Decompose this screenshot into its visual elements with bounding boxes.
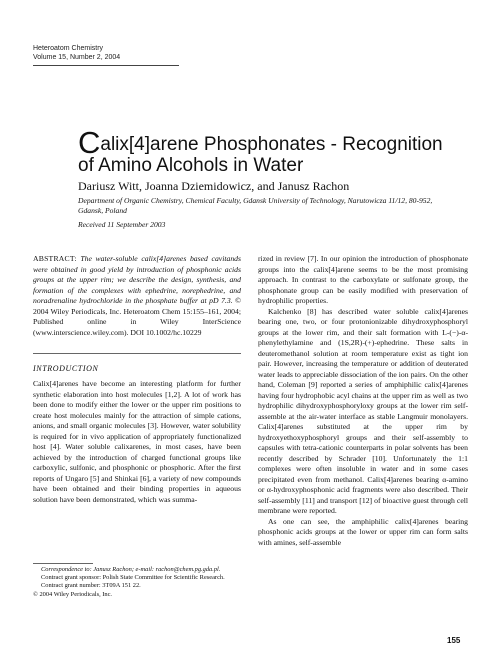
footnote-rule: [33, 563, 93, 564]
abstract-rule: [33, 353, 241, 354]
abstract-copyright: © 2004 Wiley Periodicals, Inc. Heteroatom Chem 15:155–161, 2004; Published online in Wiley InterScience (www.interscience.wiley.com). DOI 10.1002/hc.10229: [33, 296, 242, 337]
abstract: [33, 254, 241, 338]
section-heading-introduction: INTRODUCTION: [33, 364, 99, 373]
paragraph: As one can see, the amphiphilic calix[4]arenes bearing phosphonic acids groups at the lower or upper rim can form salts with amines, self-assemble: [258, 516, 468, 547]
abstract-text: The water-soluble calix[4]arenes based cavitands were obtained in good yield by introduction of phosphonic acids groups at the upper rim; we describe the design, synthesis, and formation of the complexes with ephedrine, norephedrine, and noradrenaline hydrochloride in the phosphate buffer at pD 7.3.: [33, 254, 242, 305]
title-line-1: alix[4]arene Phosphonates - Recognition: [100, 134, 443, 155]
title-line-2: of Amino Alcohols in Water: [78, 155, 304, 176]
article-title: [78, 125, 478, 176]
introduction-text: Calix[4]arenes have become an interesting platform for further synthetic elaboration into host molecules [1,2]. A lot of work has been done to modify either the lower or the upper rim positions to create host molecules mainly for the attraction of simple cations, anions, and small organic molecules [3]. However, water solubility is required for in vivo application of appropriately functionalized host [4]. Water soluble calixarenes, in most cases, have been achieved by the introduction of charged functional groups like carboxylic, sulfonic, and phosphonic or phosphoric. After the first reports of Ungaro [5] and Shinkai [6], a variety of new compounds have been obtained and their binding properties in aqueous solution have been demonstrated, which was summa-: [33, 379, 241, 504]
journal-header: [33, 44, 120, 62]
paragraph: Kalchenko [8] has described water soluble calix[4]arenes bearing one, two, or four protonionizable dihydroxyphosphoryl groups at the lower rim, and their salt formation with L-(−)-α-phenylethylamine and (1S,2R)-(+)-ephedrine. These salts in deuteromethanol solution at room temperature exist as tight ion pair. However, increasing the temperature or addition of deuterated water leads to appreciable dissociation of the ion pairs. On the other hand, Coleman [9] reported a series of amphiphilic calix[4]arenes having four hydrophobic acyl chains at the upper rim as well as two hydrophilic dihydroxyphosphoryloxy groups at the lower rim self-assemble at the air-water interface as stable Langmuir monolayers. Calix[4]arenes substituted at the upper rim by hydroxyethoxyphosphoryl groups and their self-assembly to capsules with tetra-cationic counterparts in polar solvents has been recently described by Schrader [10]. Unfortunately the 1:1 complexes were often insoluble in water and in some cases precipitated even from methanol. Calix[4]arenes bearing α-amino or α-hydroxyphosphonic acid fragments were also described. Their self-assembly [11] and transport [12] of bioactive guest through cell membrane were reported.: [258, 306, 468, 515]
affiliation: Department of Organic Chemistry, Chemical Faculty, Gdansk University of Technology, Narutowicza 11/12, 80-952, Gdansk, Poland: [78, 196, 433, 215]
page-number: 155: [447, 636, 461, 645]
header-rule: [33, 65, 179, 66]
journal-volume: Volume 15, Number 2, 2004: [33, 54, 121, 61]
footnote-copyright: © 2004 Wiley Periodicals, Inc.: [33, 590, 113, 598]
paragraph: rized in review [7]. In our opinion the introduction of phosphonate groups into the calix[4]arene seems to be the most promising approach. In contrast to the carboxylate or sulfonate group, the phosphonate group can be easily modified with preservation of hydrophilic properties.: [258, 254, 468, 305]
title-dropcap: C: [78, 125, 101, 160]
footnote-correspondence: Correspondence to: Janusz Rachon; e-mail: rachon@chem.pg.gda.pl.: [41, 566, 221, 573]
received-date: Received 11 September 2003: [78, 220, 166, 229]
abstract-lead: ABSTRACT:: [33, 254, 77, 263]
journal-name: Heteroatom Chemistry: [33, 45, 104, 52]
right-column: [258, 254, 468, 548]
footnotes: [33, 566, 241, 599]
footnote-grant: Contract grant sponsor: Polish State Committee for Scientific Research.: [41, 574, 225, 582]
footnote-grant-number: Contract grant number: 3T09A 151 22.: [41, 582, 141, 590]
authors: Dariusz Witt, Joanna Dziemidowicz, and Janusz Rachon: [78, 179, 350, 193]
